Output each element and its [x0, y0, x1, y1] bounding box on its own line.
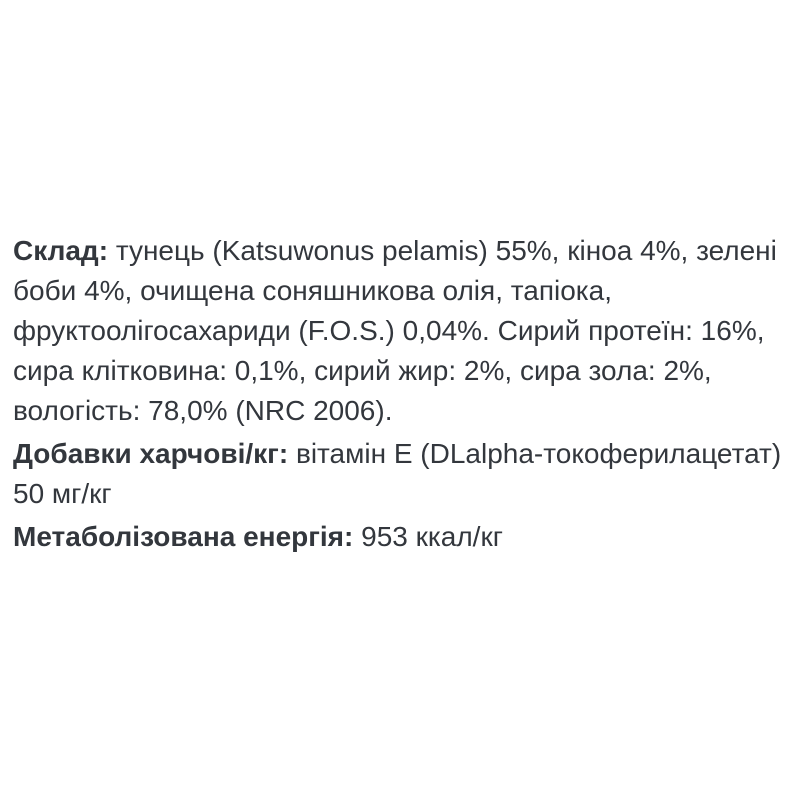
composition-text: тунець (Katsuwonus pelamis) 55%, кіноа 4%, зелені боби 4%, очищена соняшникова олія, тапіока, фруктоолігосахариди (F.O.S.) 0,04%. Сирий протеїн: 16%, сира клітковина: 0,1%, сирий жир: 2%, сира зола: 2%, вологість: 78,0% (NRC 2006). [13, 235, 777, 426]
product-description [13, 231, 786, 557]
composition-label: Склад: [13, 235, 116, 266]
additives-label: Добавки харчові/кг: [13, 438, 296, 469]
additives-paragraph [13, 434, 786, 514]
composition-paragraph [13, 231, 786, 431]
additives-text: вітамін E (DLalpha-токоферилацетат) 50 мг/кг [13, 438, 782, 509]
energy-paragraph [13, 517, 786, 557]
energy-text: 953 ккал/кг [361, 521, 503, 552]
energy-label: Метаболізована енергія: [13, 521, 362, 552]
